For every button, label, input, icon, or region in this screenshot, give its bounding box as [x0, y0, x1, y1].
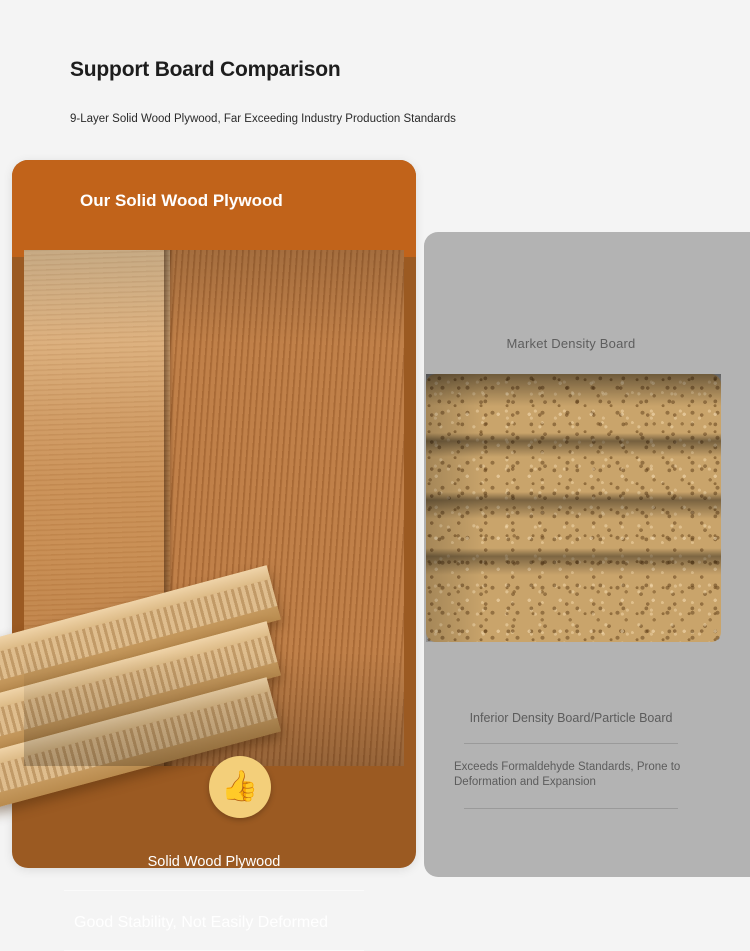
plywood-image-shading — [24, 250, 404, 766]
market-divider-2 — [464, 808, 678, 809]
density-board-image-shading — [426, 374, 721, 642]
our-card-caption: Solid Wood Plywood — [147, 854, 281, 870]
density-board-image — [426, 374, 721, 642]
our-board-card — [12, 160, 416, 931]
page-header — [70, 56, 690, 127]
market-board-card — [424, 232, 750, 877]
our-card-header — [12, 160, 416, 257]
page-title: Support Board Comparison — [70, 58, 341, 81]
market-card-note: Exceeds Formaldehyde Standards, Prone to Deformation and Expansion — [454, 761, 681, 788]
page-subtitle: 9-Layer Solid Wood Plywood, Far Exceeding Industry Production Standards — [70, 113, 456, 125]
our-card-highlight: Good Stability, Not Easily Deformed — [74, 914, 329, 931]
market-card-label: Market Density Board — [506, 336, 636, 351]
thumbs-up-glyph: 👍 — [221, 770, 259, 803]
market-card-caption: Inferior Density Board/Particle Board — [469, 711, 673, 725]
thumbs-up-icon — [209, 756, 271, 818]
plywood-image — [24, 250, 404, 766]
market-card-texts — [424, 710, 718, 809]
our-card-texts — [12, 852, 416, 951]
our-card-header-title: Our Solid Wood Plywood — [80, 191, 283, 210]
